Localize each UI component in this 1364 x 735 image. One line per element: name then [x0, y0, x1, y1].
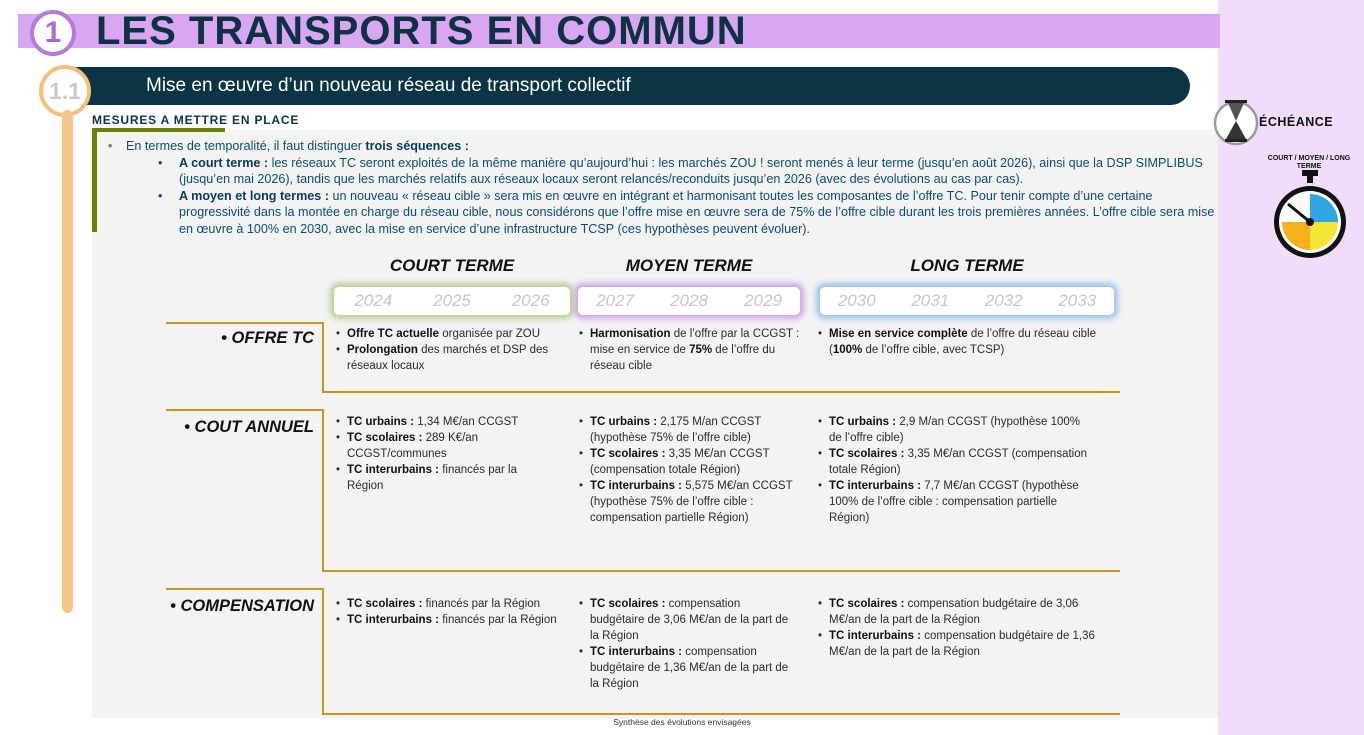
cell-compensation-court: [336, 596, 568, 628]
item-text: 289 K€/an CCGST/communes: [347, 432, 479, 460]
year-label: 2024: [354, 291, 393, 310]
item-key: TC urbains :: [590, 416, 658, 428]
list-item: [336, 430, 554, 462]
cell-compensation-long: [818, 596, 1098, 660]
years-moyen-box: [578, 287, 800, 315]
timeline-bar: [62, 110, 73, 613]
list-item: [818, 414, 1088, 446]
item-key: TC scolaires :: [829, 598, 905, 610]
section-number-badge: 1: [30, 10, 76, 56]
item-text: compensation budgétaire de 3,06 M€/an de la part de la Région: [829, 598, 1079, 626]
row-label-compensation: • COMPENSATION: [170, 597, 314, 615]
row-offre-vertical-line: [322, 322, 324, 392]
row-compensation-vertical-line: [322, 588, 324, 714]
intro-court-terme: • A court terme : les réseaux TC seront exploités de la même manière qu’aujourd’hui : les marchés ZOU ! seront menés à leur terme (jusqu’en août 2026), ainsi que la DSP SIMPLIBUS (jusqu’en mai 2026), tandis que les marchés relatifs aux réseaux locaux seront relancés/reconduits jusqu’en 2026 (avec des évolutions au cas par cas).: [158, 155, 1203, 186]
cell-compensation-moyen: [579, 596, 793, 692]
item-text: compensation budgétaire de 3,06 M€/an de la part de la Région: [590, 598, 789, 642]
cell-offre-moyen: [579, 326, 805, 374]
item-key: TC scolaires :: [347, 598, 423, 610]
item-key: TC scolaires :: [829, 448, 905, 460]
list-item: [818, 478, 1088, 526]
year-label: 2029: [744, 291, 782, 310]
list-item: [336, 414, 554, 430]
stopwatch-icon: [1268, 170, 1352, 262]
intro-line: [106, 138, 1216, 155]
list-item: [336, 462, 554, 494]
years-long-box: [820, 287, 1114, 315]
page-title: LES TRANSPORTS EN COMMUN: [96, 9, 747, 53]
intro-text: [106, 138, 1216, 237]
item-key: TC interurbains :: [590, 646, 683, 658]
item-key: Offre TC actuelle: [347, 328, 440, 340]
row-compensation-bottom-line: [322, 713, 1120, 715]
item-key: Harmonisation: [590, 328, 671, 340]
item-text: des marchés et DSP des réseaux locaux: [347, 344, 549, 372]
row-cout-top-line: [166, 409, 324, 411]
list-item: [336, 342, 572, 374]
list-item: [336, 326, 572, 342]
intro-moyen-text: un nouveau « réseau cible » sera mis en œuvre en intégrant et harmonisant toutes les composantes de l’offre TC. Pour tenir compte d’une certaine progressivité dans la montée en charge du réseau cible, nous considérons que l’offre mise en œuvre sera de 75% de l’offre cible durant les trois premières années. L’offre cible sera mise en œuvre à 100% en 2030, avec la mise en service d’une infrastructure TCSP (ces hypothèses peuvent évoluer).: [179, 188, 1215, 236]
list-item: [818, 326, 1114, 358]
term-court-header: COURT TERME: [389, 256, 515, 275]
term-moyen-header: MOYEN TERME: [625, 256, 753, 275]
figure-caption: Synthèse des évolutions envisagées: [613, 717, 751, 727]
year-label: 2030: [837, 291, 876, 310]
item-key: TC urbains :: [829, 416, 897, 428]
list-item: [336, 612, 568, 628]
item-text: 3,35 M€/an CCGST (compensation totale Région): [590, 448, 770, 476]
clock-caption: COURT / MOYEN / LONG TERME: [1267, 155, 1351, 170]
list-item: [579, 446, 801, 478]
row-cout-vertical-line: [322, 409, 324, 571]
subsection-title: Mise en œuvre d’un nouveau réseau de transport collectif: [146, 75, 631, 96]
cell-offre-long: [818, 326, 1114, 358]
item-text: financés par la Région: [422, 598, 541, 610]
intro-court-bold: A court terme :: [179, 155, 272, 170]
row-offre-top-line: [166, 322, 324, 324]
item-key: TC interurbains :: [829, 480, 922, 492]
item-text: organisée par ZOU: [439, 328, 541, 340]
item-key: TC urbains :: [347, 416, 415, 428]
year-label: 2026: [511, 291, 550, 310]
list-item: [818, 596, 1098, 628]
hourglass-icon: [1213, 96, 1259, 146]
item-text: 2,9 M/an CCGST (hypothèse 100% de l’offre cible): [829, 416, 1080, 444]
echeance-label: ÉCHÉANCE: [1259, 115, 1334, 129]
item-key: TC interurbains :: [347, 464, 440, 476]
item-text: 5,575 M€/an CCGST (hypothèse 75% de l’offre cible : compensation partielle Région): [590, 480, 793, 524]
item-text: 2,175 M/an CCGST (hypothèse 75% de l’offre cible): [590, 416, 762, 444]
list-item: [818, 628, 1098, 660]
item-text: de l’offre cible, avec TCSP): [862, 344, 1005, 356]
item-text: de l’offre du réseau cible (: [829, 328, 1097, 356]
row-offre-bottom-line: [322, 391, 1120, 393]
list-item: [579, 326, 805, 374]
section-label-underline: [92, 128, 225, 132]
cell-cout-court: [336, 414, 554, 494]
year-label: 2027: [596, 291, 634, 310]
year-label: 2031: [911, 291, 950, 310]
item-key: Prolongation: [347, 344, 418, 356]
item-key: TC interurbains :: [347, 614, 440, 626]
cell-cout-long: [818, 414, 1088, 526]
list-item: [579, 414, 801, 446]
years-court-box: [334, 287, 570, 315]
term-long-header: LONG TERME: [910, 256, 1024, 275]
item-text: compensation budgétaire de 1,36 M€/an de la part de la Région: [829, 630, 1095, 658]
item-text: 3,35 M€/an CCGST (compensation totale Région): [829, 448, 1088, 476]
item-key: TC interurbains :: [829, 630, 922, 642]
item-key: TC scolaires :: [590, 598, 666, 610]
year-label: 2028: [670, 291, 708, 310]
list-item: [336, 596, 568, 612]
intro-line-text: En termes de temporalité, il faut distinguer: [126, 139, 366, 153]
year-label: 2032: [984, 291, 1023, 310]
cell-cout-moyen: [579, 414, 801, 526]
item-key: TC scolaires :: [590, 448, 666, 460]
item-text: financés par la Région: [347, 464, 518, 492]
cell-offre-court: [336, 326, 572, 374]
list-item: [818, 446, 1088, 478]
item-key: 100%: [832, 344, 863, 356]
list-item: [579, 596, 793, 644]
item-text: de l’offre du réseau cible: [590, 344, 776, 372]
intro-accent-bar: [92, 132, 97, 232]
item-text: financés par la Région: [439, 614, 557, 626]
subsection-number-badge: 1.1: [39, 65, 91, 117]
intro-court-text: les réseaux TC seront exploités de la même manière qu’aujourd’hui : les marchés ZOU ! seront menés à leur terme (jusqu’en août 2026), ainsi que la DSP SIMPLIBUS (jusqu’en mai 2026), tandis que les marchés relatifs aux réseaux locaux seront relancés/reconduits jusqu’en 2026 (avec des évolutions au cas par cas).: [179, 155, 1203, 186]
item-key: 75%: [689, 344, 713, 356]
item-key: Mise en service complète: [829, 328, 968, 340]
year-label: 2033: [1058, 291, 1097, 310]
year-label: 2025: [433, 291, 471, 310]
intro-moyen-bold: A moyen et long termes :: [179, 188, 333, 203]
row-cout-bottom-line: [322, 570, 1120, 572]
item-text: compensation budgétaire de 1,36 M€/an de la part de la Région: [590, 646, 789, 690]
list-item: [579, 644, 793, 692]
list-item: [579, 478, 801, 526]
row-compensation-top-line: [166, 588, 324, 590]
row-label-cout: • COUT ANNUEL: [184, 418, 314, 436]
intro-moyen-long-terme: • A moyen et long termes : un nouveau « réseau cible » sera mis en œuvre en intégrant et harmonisant toutes les composantes de l’offre TC. Pour tenir compte d’une certaine progressivité dans la montée en charge du réseau cible, nous considérons que l’offre mise en œuvre sera de 75% de l’offre cible durant les trois premières années. L’offre cible sera mise en œuvre à 100% en 2030, avec la mise en service d’une infrastructure TCSP (ces hypothèses peuvent évoluer).: [158, 188, 1215, 236]
item-text: 1,34 M€/an CCGST: [414, 416, 519, 428]
intro-line-bold: trois séquences :: [365, 139, 469, 153]
item-text: de l’offre par la CCGST : mise en service de: [590, 328, 800, 356]
row-label-offre: • OFFRE TC: [221, 329, 314, 347]
item-key: TC scolaires :: [347, 432, 423, 444]
item-text: 7,7 M€/an CCGST (hypothèse 100% de l’offre cible : compensation partielle Région): [829, 480, 1079, 524]
section-label: MESURES A METTRE EN PLACE: [92, 113, 300, 127]
item-key: TC interurbains :: [590, 480, 683, 492]
